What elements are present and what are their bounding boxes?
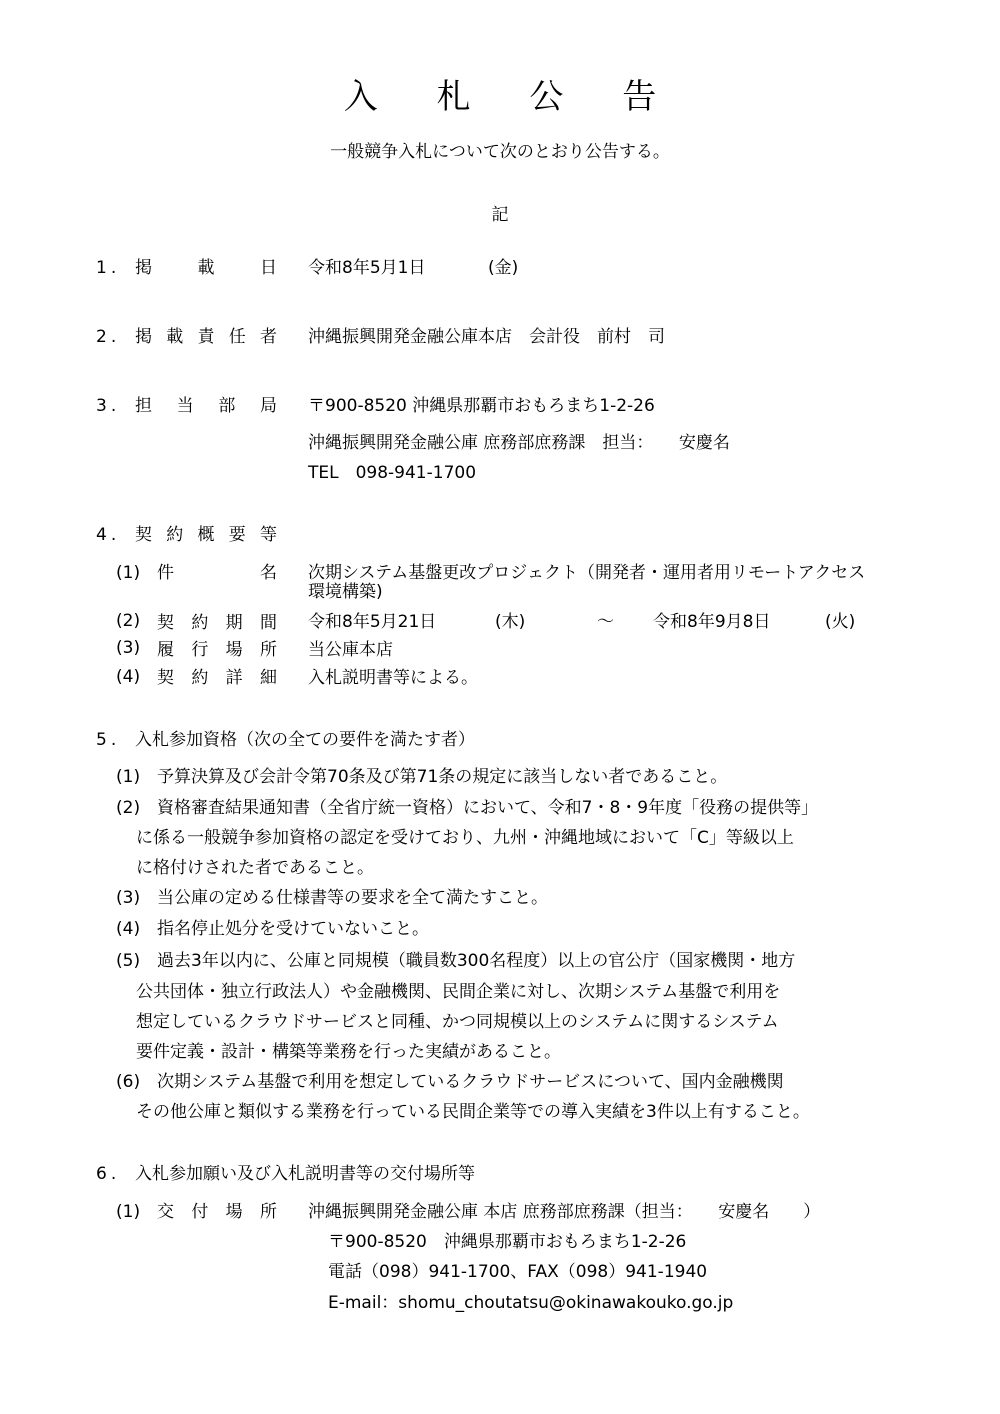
item-5-3-text: 当公庫の定める仕様書等の要求を全て満たすこと。 xyxy=(157,888,548,908)
item-4-4-number: (4) xyxy=(116,667,141,687)
label-char: 部 xyxy=(218,396,236,416)
label-char: 間 xyxy=(259,613,277,633)
label-char: 付 xyxy=(191,1202,209,1222)
performance-place: 当公庫本店 xyxy=(308,640,393,660)
section-2-label xyxy=(135,327,277,347)
label-char: 細 xyxy=(259,668,277,688)
item-4-2-label xyxy=(157,613,277,633)
label-char: 期 xyxy=(225,613,243,633)
delivery-address: 〒900-8520 沖縄県那覇市おもろまち1-2-26 xyxy=(328,1232,687,1252)
section-4-number: 4. xyxy=(96,525,121,545)
section-3-label xyxy=(135,396,277,416)
label-char: 場 xyxy=(225,1202,243,1222)
label-char: 約 xyxy=(191,668,209,688)
item-5-2-text: 資格審査結果通知書（全省庁統一資格）において、令和7・8・9年度「役務の提供等」 xyxy=(157,798,819,818)
section-3-number: 3. xyxy=(96,396,121,416)
item-5-6-text: その他公庫と類似する業務を行っている民間企業等での導入実績を3件以上有すること。 xyxy=(136,1102,810,1122)
item-6-1-label xyxy=(157,1202,277,1222)
label-char: 任 xyxy=(228,327,246,347)
item-5-6-text: 次期システム基盤で利用を想定しているクラウドサービスについて、国内金融機関 xyxy=(157,1072,784,1092)
item-5-3-number: (3) xyxy=(116,888,141,908)
label-char: 契 xyxy=(157,668,174,688)
label-char: 日 xyxy=(260,258,277,278)
item-5-5-text: 公共団体・独立行政法人）や金融機関、民間企業に対し、次期システム基盤で利用を xyxy=(136,982,781,1002)
label-char: 等 xyxy=(260,525,277,545)
label-char: 件 xyxy=(157,563,174,583)
project-name-cont: 環境構築) xyxy=(308,582,383,602)
page-title: 入 札 公 告 xyxy=(343,77,681,117)
item-4-2-number: (2) xyxy=(116,611,141,631)
dept-address: 〒900-8520 沖縄県那覇市おもろまち1-2-26 xyxy=(308,396,655,416)
label-char: 詳 xyxy=(225,668,243,688)
label-char: 当 xyxy=(176,396,194,416)
item-4-1-label xyxy=(157,563,277,583)
contract-end: 令和8年9月8日 xyxy=(653,612,771,632)
label-char: 所 xyxy=(259,1202,277,1222)
section-6-heading: 入札参加願い及び入札説明書等の交付場所等 xyxy=(135,1164,475,1184)
section-6-number: 6. xyxy=(96,1164,121,1184)
intro-text: 一般競争入札について次のとおり公告する。 xyxy=(330,142,670,162)
label-char: 概 xyxy=(197,525,215,545)
label-char: 局 xyxy=(259,396,277,416)
project-name: 次期システム基盤更改プロジェクト（開発者・運用者用リモートアクセス xyxy=(308,563,866,583)
dept-name: 沖縄振興開発金融公庫 庶務部庶務課 担当： 安慶名 xyxy=(308,433,730,453)
item-5-2-number: (2) xyxy=(116,798,141,818)
contract-start: 令和8年5月21日 xyxy=(308,612,437,632)
label-char: 契 xyxy=(135,525,152,545)
section-1-label xyxy=(135,258,277,278)
item-4-3-number: (3) xyxy=(116,638,141,658)
label-char: 約 xyxy=(166,525,184,545)
ki-marker: 記 xyxy=(491,205,509,225)
label-char: 者 xyxy=(260,327,277,347)
contract-end-dow: (火) xyxy=(825,612,856,632)
item-5-5-text: 想定しているクラウドサービスと同種、かつ同規模以上のシステムに関するシステム xyxy=(136,1012,779,1032)
item-5-1-text: 予算決算及び会計令第70条及び第71条の規定に該当しない者であること。 xyxy=(157,767,728,787)
section-2-number: 2. xyxy=(96,327,121,347)
contract-details: 入札説明書等による。 xyxy=(308,668,478,688)
label-char: 所 xyxy=(259,640,277,660)
publish-date: 令和8年5月1日 xyxy=(308,258,426,278)
item-5-2-text: に係る一般競争参加資格の認定を受けており、九州・沖縄地域において「C」等級以上 xyxy=(136,828,794,848)
responsible-person: 沖縄振興開発金融公庫本店 会計役 前村 司 xyxy=(308,327,665,347)
label-char: 交 xyxy=(157,1202,174,1222)
label-char: 掲 xyxy=(135,327,152,347)
section-4-label xyxy=(135,525,277,545)
item-5-5-number: (5) xyxy=(116,951,141,971)
delivery-phone: 電話（098）941-1700、FAX（098）941-1940 xyxy=(328,1262,708,1282)
section-1-number: 1. xyxy=(96,258,121,278)
label-char: 載 xyxy=(197,258,215,278)
label-char: 契 xyxy=(157,613,174,633)
label-char: 場 xyxy=(225,640,243,660)
label-char: 名 xyxy=(260,563,277,583)
item-4-4-label xyxy=(157,668,277,688)
contract-start-dow: (木) xyxy=(495,612,526,632)
item-5-5-text: 過去3年以内に、公庫と同規模（職員数300名程度）以上の官公庁（国家機関・地方 xyxy=(157,951,796,971)
item-5-1-number: (1) xyxy=(116,767,141,787)
item-5-6-number: (6) xyxy=(116,1072,141,1092)
item-5-2-text: に格付けされた者であること。 xyxy=(136,858,374,878)
section-5-number: 5. xyxy=(96,730,121,750)
item-5-4-text: 指名停止処分を受けていないこと。 xyxy=(157,919,429,939)
item-5-5-text: 要件定義・設計・構築等業務を行った実績があること。 xyxy=(136,1042,561,1062)
label-char: 責 xyxy=(197,327,215,347)
contract-tilde: ～ xyxy=(597,612,614,632)
label-char: 要 xyxy=(228,525,246,545)
dept-tel: TEL 098-941-1700 xyxy=(308,463,477,483)
label-char: 担 xyxy=(135,396,152,416)
label-char: 掲 xyxy=(135,258,152,278)
label-char: 約 xyxy=(191,613,209,633)
label-char: 履 xyxy=(157,640,174,660)
section-5-heading: 入札参加資格（次の全ての要件を満たす者） xyxy=(135,730,475,750)
item-4-1-number: (1) xyxy=(116,563,141,583)
item-6-1-number: (1) xyxy=(116,1202,141,1222)
delivery-office: 沖縄振興開発金融公庫 本店 庶務部庶務課（担当： 安慶名 ） xyxy=(308,1202,821,1222)
label-char: 載 xyxy=(166,327,184,347)
item-4-3-label xyxy=(157,640,277,660)
delivery-email: E-mail：shomu_choutatsu@okinawakouko.go.jp xyxy=(328,1293,734,1313)
item-5-4-number: (4) xyxy=(116,919,141,939)
label-char: 行 xyxy=(191,640,209,660)
publish-dow: (金) xyxy=(488,258,519,278)
